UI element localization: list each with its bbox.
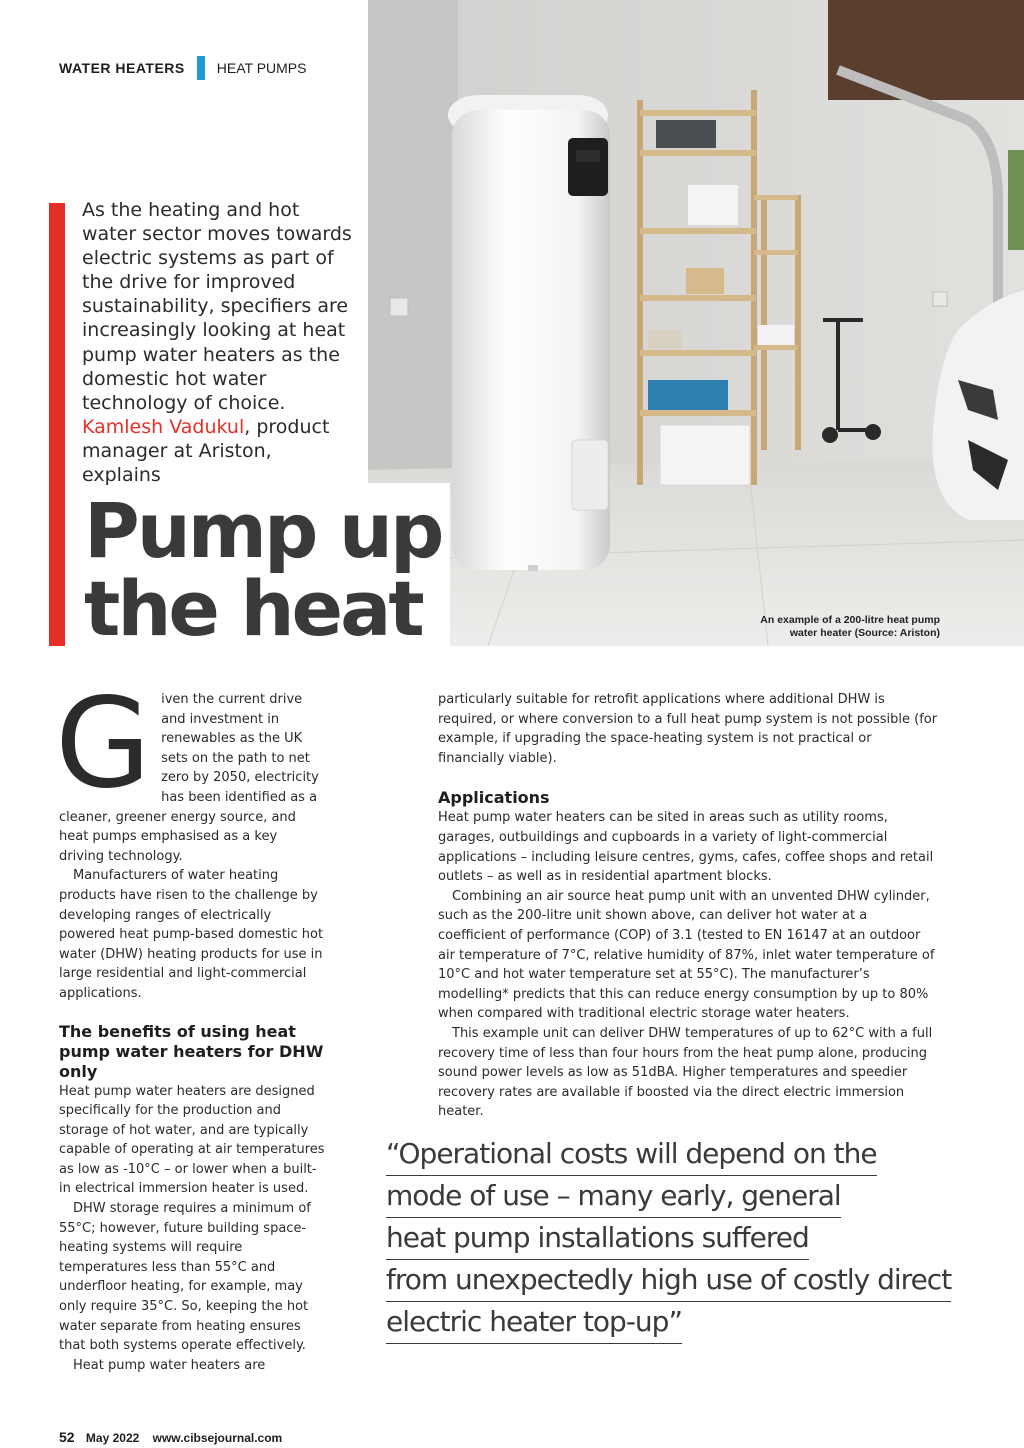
headline-line-1: Pump up — [84, 486, 442, 575]
accent-bar — [49, 203, 65, 646]
photo-caption — [700, 614, 940, 640]
paragraph: DHW storage requires a minimum of 55°C; however, future building space-heating systems will require temperatures less than 55°C and underfloor heating, for example, may only require 35°C. So, keeping the hot water separate from heating ensures that both systems operate effectively. — [59, 1201, 311, 1354]
paragraph: Heat pump water heaters can be sited in areas such as utility rooms, garages, outbuildings and cupboards in a variety of light-commercial applications – including leisure centres, gyms, cafes, coffee shops and retail outlets – as well as in residential apartment blocks. — [438, 810, 934, 885]
subheading: The benefits of using heat pump water heaters for DHW only — [59, 1021, 324, 1081]
drop-cap: G — [55, 672, 152, 816]
section-divider — [197, 56, 205, 80]
paragraph: Heat pump water heaters are — [73, 1357, 266, 1373]
website-link[interactable]: www.cibsejournal.com — [152, 1431, 283, 1445]
headline-line-2: the heat — [84, 564, 422, 653]
feature-photo — [368, 0, 1024, 646]
standfirst — [82, 198, 352, 487]
caption-line-2: water heater (Source: Ariston) — [789, 627, 940, 639]
pull-quote-line: electric heater top-up” — [386, 1305, 682, 1344]
body-column-left — [55, 672, 325, 1375]
author-role: , product manager at Ariston, explains — [82, 415, 330, 487]
page-number: 52 — [59, 1429, 75, 1445]
paragraph: This example unit can deliver DHW temperatures of up to 62°C with a full recovery time of less than four hours from the heat pump alone, producing sound power levels as low as 51dBA. Higher temperatures and speedier recovery rates are available if boosted via the direct electric immersion heater. — [438, 1025, 933, 1120]
pull-quote — [386, 1137, 952, 1347]
standfirst-text: As the heating and hot water sector moves towards electric systems as part of the drive for improved sustainability, specifiers are increasingly looking at heat pump water heaters as the domestic hot water technology of choice. — [82, 199, 352, 414]
page-footer — [59, 1429, 282, 1445]
section-header — [59, 55, 307, 81]
pull-quote-line: mode of use – many early, general — [386, 1179, 841, 1218]
subsection-label: HEAT PUMPS — [216, 60, 307, 76]
paragraph: particularly suitable for retrofit applications where additional DHW is required, or where conversion to a full heat pump system is not possible (for example, if upgrading the space-heating system is not practical or financially viable). — [438, 692, 938, 766]
author-name: Kamlesh Vadukul — [82, 415, 245, 438]
pull-quote-line: “Operational costs will depend on the — [386, 1137, 877, 1176]
subheading: Applications — [438, 788, 550, 808]
paragraph: Combining an air source heat pump unit with an unvented DHW cylinder, such as the 200-litre unit shown above, can deliver hot water at a coefficient of performance (COP) of 3.1 (tested to EN 16147 at an outdoor air temperature of 7°C, relative humidity of 87%, inlet water temperature of 10°C and hot water temperature set at 55°C). The manufacturer’s modelling* predicts that this can reduce energy consumption by up to 80% when compared with traditional electric storage water heaters. — [438, 888, 935, 1022]
headline — [84, 486, 444, 653]
pull-quote-line: heat pump installations suffered — [386, 1221, 809, 1260]
paragraph — [55, 672, 325, 866]
pull-quote-line: from unexpectedly high use of costly direct — [386, 1263, 951, 1302]
caption-line-1: An example of a 200-litre heat pump — [760, 614, 940, 626]
paragraph: Heat pump water heaters are designed specifically for the production and storage of hot water, and are typically capable of operating at air temperatures as low as -10°C – or lower when a built-in electrical immersion heater is used. — [59, 1083, 325, 1197]
section-label: WATER HEATERS — [59, 60, 185, 76]
body-column-right — [438, 690, 938, 1122]
paragraph: Manufacturers of water heating products have risen to the challenge by developing ranges of electrically powered heat pump-based domestic hot water (DHW) heating products for use in large residential and light-commercial applications. — [59, 868, 324, 1001]
issue-date: May 2022 — [85, 1431, 140, 1445]
paragraph-text: iven the current drive and investment in renewables as the UK sets on the path to net zero by 2050, electricity has been identified as a cleaner, greener energy source, and heat pumps emphasised as a key driving technology. — [59, 692, 319, 864]
